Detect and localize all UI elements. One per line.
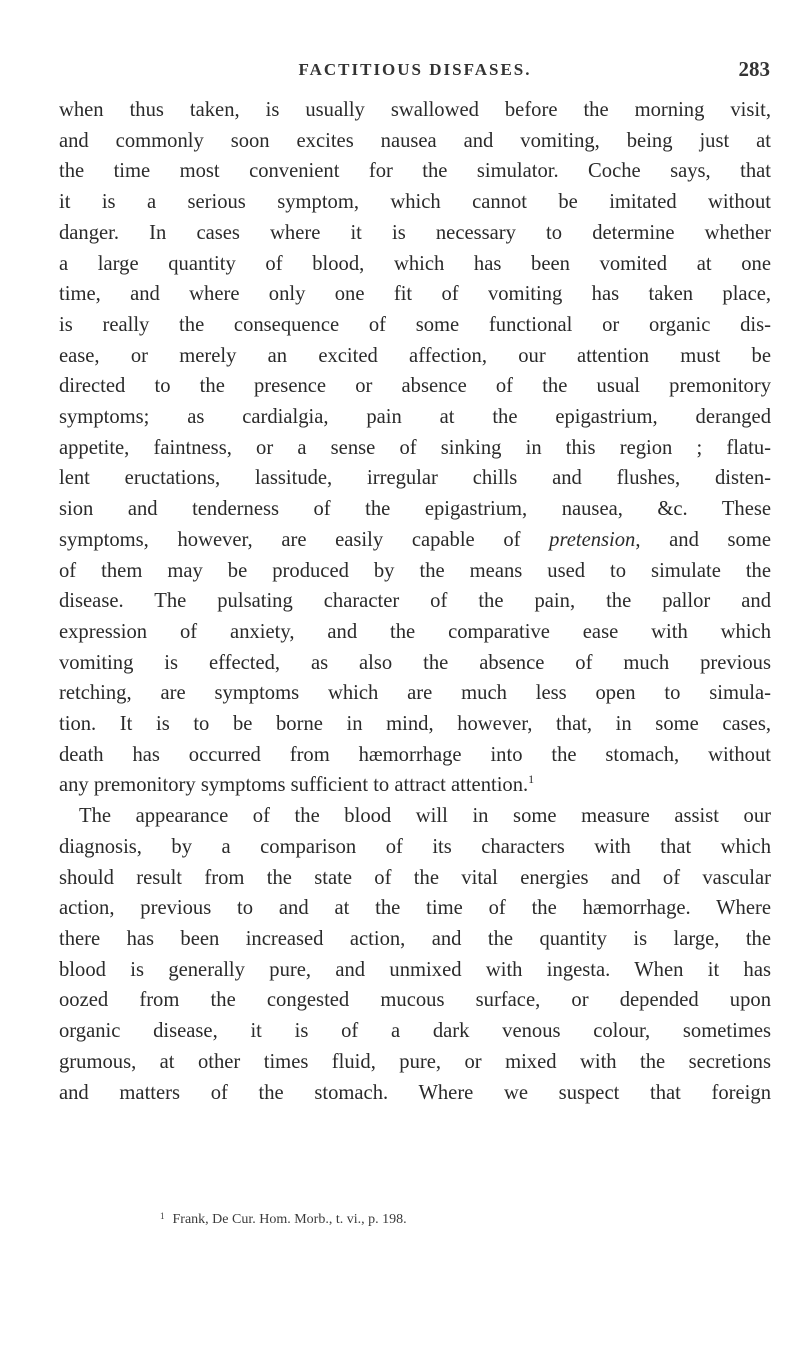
text-line: vomiting is effected, as also the absence of much previous <box>59 651 771 674</box>
text-line: oozed from the congested mucous surface, or depended upon <box>59 989 771 1012</box>
text-line: of them may be produced by the means used to simulate the <box>59 559 771 582</box>
text-segment: symptoms, however, are easily capable of <box>59 528 521 551</box>
text-line: action, previous to and at the time of the hæmorrhage. Where <box>59 897 771 920</box>
text-line: there has been increased action, and the quantity is large, the <box>59 927 771 950</box>
text-line: a large quantity of blood, which has been vomited at one <box>59 252 771 275</box>
text-line: and matters of the stomach. Where we suspect that foreign <box>59 1081 771 1104</box>
text-line: expression of anxiety, and the comparative ease with which <box>59 620 771 643</box>
text-line: is really the consequence of some functional or organic dis- <box>59 313 771 336</box>
text-line <box>59 525 771 556</box>
text-line: lent eructations, lassitude, irregular chills and flushes, disten- <box>59 467 771 490</box>
text-line <box>59 770 771 801</box>
text-line: when thus taken, is usually swallowed before the morning visit, <box>59 99 771 121</box>
text-line: appetite, faintness, or a sense of sinking in this region ; flatu- <box>59 436 771 459</box>
text-line: symptoms; as cardialgia, pain at the epigastrium, deranged <box>59 406 771 429</box>
text-segment: , and some <box>635 528 771 551</box>
text-segment: any premonitory symptoms sufficient to attract attention. <box>59 774 529 797</box>
text-line: sion and tenderness of the epigastrium, nausea, &c. These <box>59 498 771 521</box>
footnote-text: Frank, De Cur. Hom. Morb., t. vi., p. 198. <box>172 1212 407 1227</box>
text-line: danger. In cases where it is necessary to determine whether <box>59 221 771 244</box>
text-line: tion. It is to be borne in mind, however, that, in some cases, <box>59 713 771 736</box>
footnote-mark: 1 <box>160 1211 165 1221</box>
running-title: FACTITIOUS DISFASES. <box>298 60 532 79</box>
text-line: ease, or merely an excited affection, our attention must be <box>59 344 771 367</box>
text-line: the time most convenient for the simulator. Coche says, that <box>59 160 771 183</box>
running-head <box>60 57 770 88</box>
text-line: grumous, at other times fluid, pure, or mixed with the secretions <box>59 1050 771 1073</box>
body-text <box>59 95 771 1108</box>
footnote-reference: 1 <box>528 772 535 787</box>
text-line: time, and where only one fit of vomiting has taken place, <box>59 283 771 306</box>
text-line: and commonly soon excites nausea and vomiting, being just at <box>59 129 771 152</box>
text-line: death has occurred from hæmorrhage into the stomach, without <box>59 743 771 766</box>
page-number: 283 <box>738 57 770 81</box>
text-line: organic disease, it is of a dark venous colour, sometimes <box>59 1020 771 1043</box>
italic-word: pretension <box>549 528 636 551</box>
text-line: should result from the state of the vital energies and of vascular <box>59 866 771 889</box>
text-line: disease. The pulsating character of the pain, the pallor and <box>59 590 771 613</box>
text-line: blood is generally pure, and unmixed with ingesta. When it has <box>59 958 771 981</box>
text-line: diagnosis, by a comparison of its characters with that which <box>59 835 771 858</box>
text-line: directed to the presence or absence of the usual premonitory <box>59 375 771 398</box>
text-line: retching, are symptoms which are much less open to simula- <box>59 682 771 705</box>
text-line: The appearance of the blood will in some measure assist our <box>79 805 771 828</box>
text-line: it is a serious symptom, which cannot be imitated without <box>59 191 771 214</box>
footnote <box>160 1207 407 1229</box>
